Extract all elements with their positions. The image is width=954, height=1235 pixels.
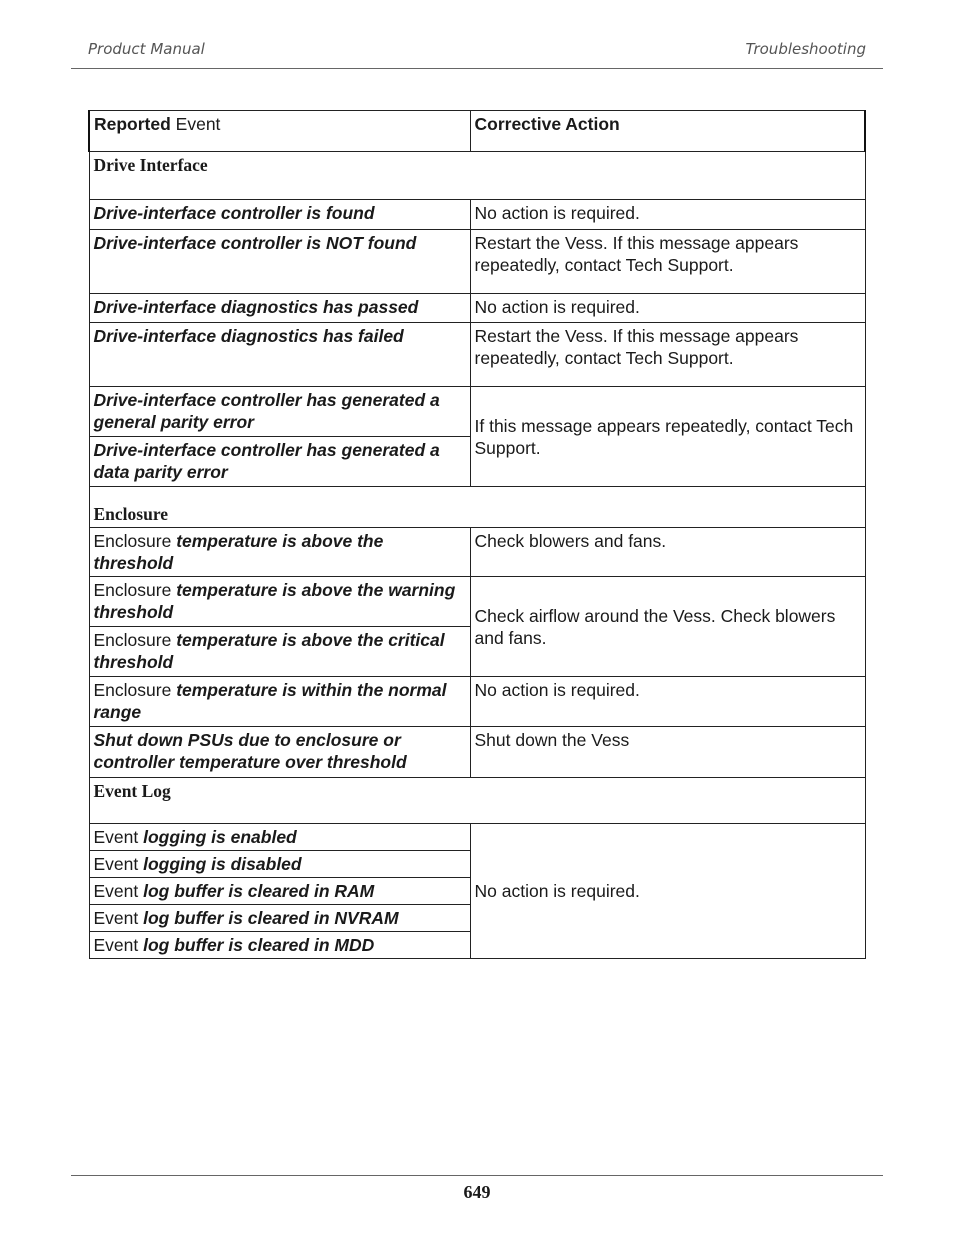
column-header-reported-event: Reported Event <box>89 111 470 152</box>
action-cell: Check blowers and fans. <box>470 528 865 577</box>
event-cell: Enclosure temperature is above the threshold <box>89 528 470 577</box>
action-cell: No action is required. <box>470 677 865 727</box>
table-row <box>89 387 865 437</box>
event-cell: Event log buffer is cleared in MDD <box>89 932 470 959</box>
section-heading-drive-interface: Drive Interface <box>89 152 865 200</box>
table-row <box>89 824 865 851</box>
column-header-corrective-action: Corrective Action <box>470 111 865 152</box>
event-cell: Shut down PSUs due to enclosure or controller temperature over threshold <box>89 727 470 778</box>
table-header-row <box>89 111 865 152</box>
footer-rule <box>71 1175 883 1176</box>
event-cell: Drive-interface diagnostics has passed <box>89 294 470 323</box>
running-header-right: Troubleshooting <box>745 40 866 58</box>
event-cell: Drive-interface controller is NOT found <box>89 230 470 294</box>
event-cell: Event logging is enabled <box>89 824 470 851</box>
event-cell: Enclosure temperature is above the critical threshold <box>89 627 470 677</box>
event-cell: Drive-interface diagnostics has failed <box>89 323 470 387</box>
table-row <box>89 727 865 778</box>
event-cell: Event log buffer is cleared in NVRAM <box>89 905 470 932</box>
action-cell: No action is required. <box>470 294 865 323</box>
header-rule <box>71 68 883 69</box>
action-cell: Check airflow around the Vess. Check blowers and fans. <box>470 577 865 677</box>
action-cell: No action is required. <box>470 824 865 959</box>
event-cell: Drive-interface controller is found <box>89 200 470 230</box>
action-cell: No action is required. <box>470 200 865 230</box>
event-cell: Drive-interface controller has generated a data parity error <box>89 437 470 487</box>
event-cell: Enclosure temperature is above the warning threshold <box>89 577 470 627</box>
event-cell: Enclosure temperature is within the normal range <box>89 677 470 727</box>
table-row <box>89 294 865 323</box>
running-header-left: Product Manual <box>88 40 205 58</box>
event-cell: Event log buffer is cleared in RAM <box>89 878 470 905</box>
event-cell: Event logging is disabled <box>89 851 470 878</box>
table-row <box>89 677 865 727</box>
action-cell: Restart the Vess. If this message appears repeatedly, contact Tech Support. <box>470 323 865 387</box>
table-row <box>89 230 865 294</box>
troubleshooting-table <box>88 110 866 959</box>
page-number: 649 <box>463 1182 491 1202</box>
action-cell: If this message appears repeatedly, contact Tech Support. <box>470 387 865 487</box>
action-cell: Restart the Vess. If this message appears repeatedly, contact Tech Support. <box>470 230 865 294</box>
table-row <box>89 528 865 577</box>
section-heading-event-log: Event Log <box>89 778 865 824</box>
action-cell: Shut down the Vess <box>470 727 865 778</box>
section-heading-enclosure: Enclosure <box>89 487 865 528</box>
table-row <box>89 577 865 627</box>
table-row <box>89 323 865 387</box>
event-cell: Drive-interface controller has generated a general parity error <box>89 387 470 437</box>
table-row <box>89 200 865 230</box>
